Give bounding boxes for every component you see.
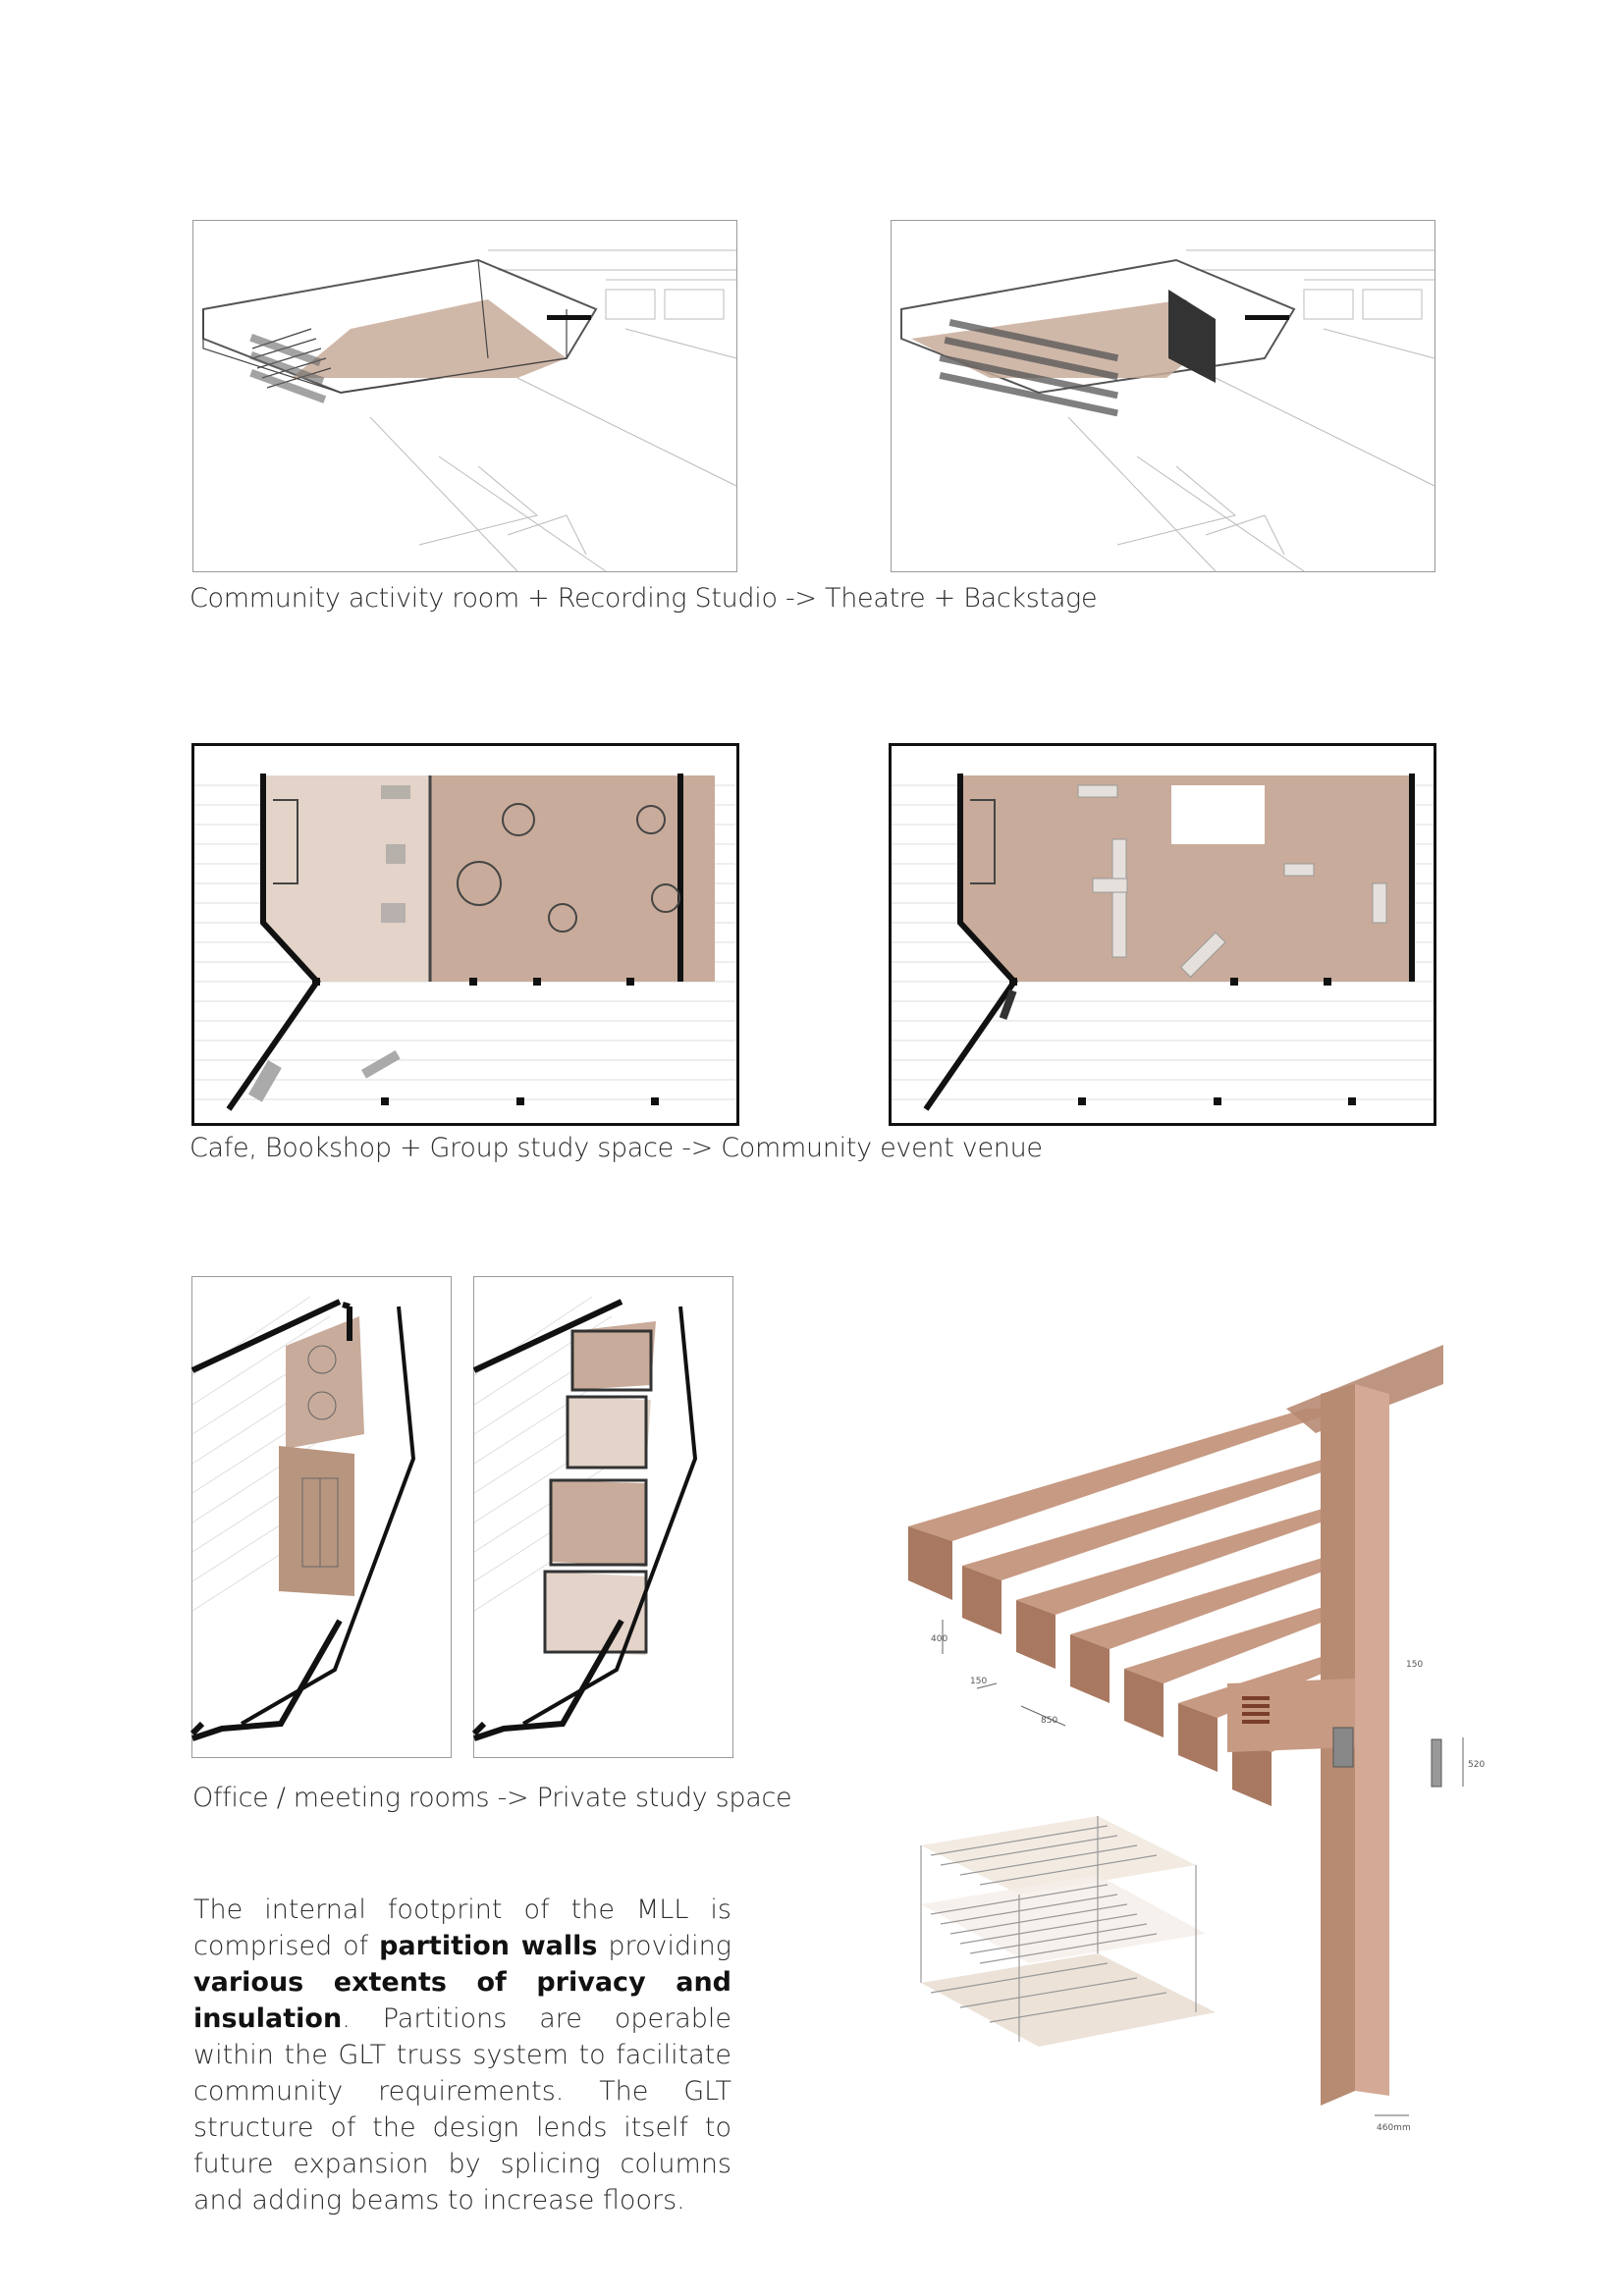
office-plan-before bbox=[191, 1276, 452, 1758]
description-paragraph bbox=[193, 1892, 731, 2218]
theatre-axo-after bbox=[891, 220, 1435, 572]
caption-cafe: Cafe, Bookshop + Group study space -> Community event venue bbox=[189, 1133, 1043, 1163]
caption-theatre: Community activity room + Recording Studio -> Theatre + Backstage bbox=[189, 583, 1098, 614]
exploded-structure-axo bbox=[901, 1787, 1235, 2081]
para-bold-privacy: various extents of privacy and insulation bbox=[193, 1967, 731, 2034]
dim-bracket-depth: 520 bbox=[1468, 1760, 1486, 1770]
dim-beam-depth: 400 bbox=[931, 1634, 948, 1644]
dim-beam-spacing: 850 bbox=[1041, 1716, 1058, 1726]
event-plan-after bbox=[889, 743, 1436, 1126]
dim-beam-width: 150 bbox=[970, 1677, 988, 1686]
cafe-plan-before bbox=[191, 743, 739, 1126]
caption-office: Office / meeting rooms -> Private study space bbox=[192, 1783, 792, 1813]
private-study-plan-after bbox=[473, 1276, 733, 1758]
theatre-axo-before bbox=[192, 220, 737, 572]
para-bold-partition-walls: partition walls bbox=[379, 1931, 598, 1961]
para-text-3: . Partitions are operable within the GLT truss system to facilitate community requirements. The GLT structure of the design lends itself to future expansion by splicing columns and adding beams to increase floors. bbox=[193, 2003, 731, 2216]
dim-bracket-width: 150 bbox=[1406, 1660, 1424, 1670]
para-text-2: providing bbox=[597, 1931, 731, 1961]
dim-column-width: 460mm bbox=[1377, 2123, 1411, 2133]
para-text-1: The internal footprint of the MLL is comprised of bbox=[193, 1895, 731, 1961]
